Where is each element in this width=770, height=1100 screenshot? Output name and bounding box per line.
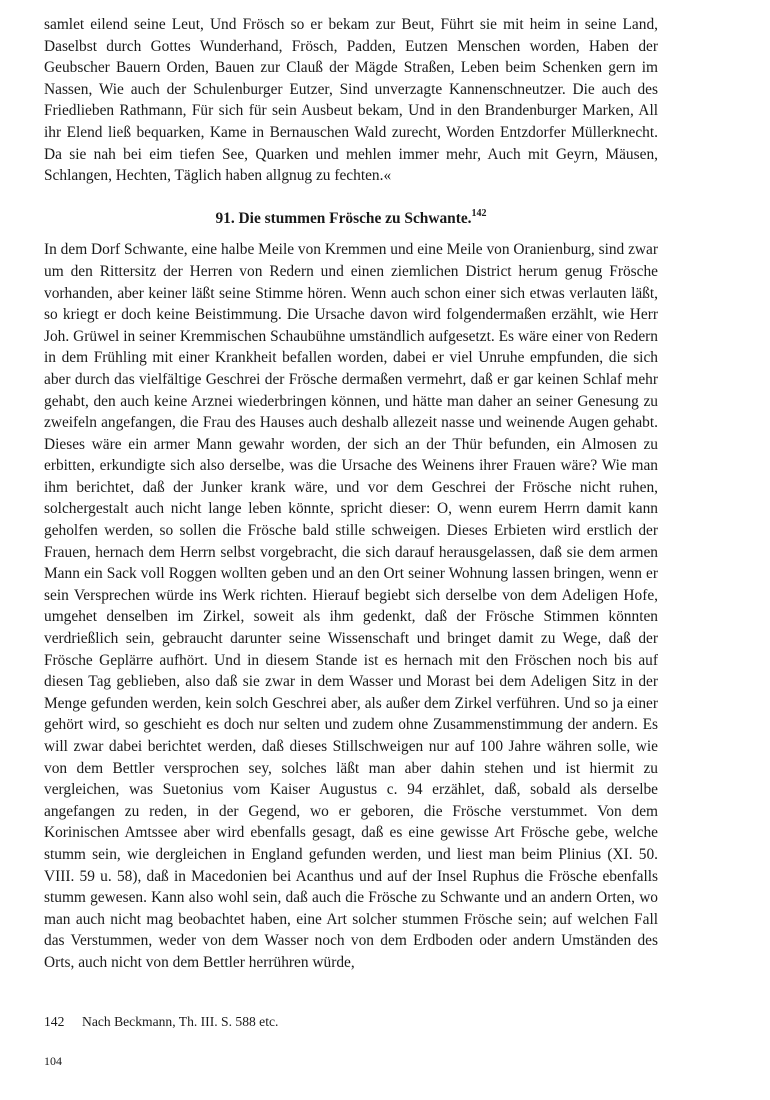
section-title: 91. Die stummen Frösche zu Schwante. (215, 209, 472, 227)
page-number: 104 (44, 1054, 62, 1068)
continuation-paragraph: samlet eilend seine Leut, Und Frösch so er bekam zur Beut, Führt sie mit heim in seine Land, Daselbst durch Gottes Wunderhand, Frösch, Padden, Eutzen Menschen worden, Haben der Geubscher Bauern Orden, Bauen zur Clauß der Mägde Straßen, Leben beim Schenken gern im Nassen, Wie auch der Schulenburger Eutzer, Sind unverzagte Kannenschneutzer. Die auch des Friedlieben Rathmann, Für sich für sein Ausbeut bekam, Und in den Brandenburger Marken, All ihr Elend ließ bequarken, Kame in Bernauschen Wald zurecht, Worden Entzdorfer Müllerknecht. Da sie nah bei eim tiefen See, Quarken und mehlen immer mehr, Auch mit Geyrn, Mäusen, Schlangen, Hechten, Täglich haben allgnug zu fechten.« (44, 16, 658, 185)
footnote-reference[interactable]: 142 (471, 207, 487, 219)
footnote-text: Nach Beckmann, Th. III. S. 588 etc. (82, 1014, 279, 1029)
footnote-number: 142 (44, 1014, 65, 1029)
body-paragraph: In dem Dorf Schwante, eine halbe Meile von Kremmen und eine Meile von Oranienburg, sind zwar um den Rittersitz der Herren von Redern und einen ziemlichen District herum genug Frösche vorhanden, aber keiner läßt seine Stimme hören. Wenn auch schon einer sich etwas verlauten läßt, so kriegt er doch keine Beistimmung. Die Ursache davon wird folgendermaßen erzählt, wie Herr Joh. Grüwel in seiner Kremmischen Schaubühne umständlich aufgesetzt. Es wäre einer von Redern in dem Frühling mit einer Krankheit befallen worden, dabei er viel Unruhe empfunden, die sich aber durch das vielfältige Geschrei der Frösche dermaßen vermehrt, daß er gar keinen Schlaf mehr gehabt, den auch keine Arznei wiederbringen können, und hätte man daher an seiner Genesung zu zweifeln angefangen, die Frau des Hauses auch deshalb allezeit nasse und weinende Augen gehabt. Dieses wäre ein armer Mann gewahr worden, der sich an der Thür befunden, ein Almosen zu erbitten, erkundigte sich also derselbe, was die Ursache des Weinens ihrer Frauen wäre? Wie man ihm berichtet, daß der Junker krank wäre, und vor dem Geschrei der Frösche nicht ruhen, solchergestalt auch nicht lange leben könnte, spricht dieser: O, wenn eurem Herrn damit kann geholfen werden, so sollen die Frösche bald stille schweigen. Dieses Erbieten wird erstlich der Frauen, hernach dem Herrn selbst vorgebracht, die sich darauf herausgelassen, daß sie dem armen Mann ein Sack voll Roggen wollten geben und an den Ort seiner Wohnung lassen bringen, wenn er sein Versprechen würde ins Werk richten. Hierauf begiebt sich derselbe von dem Adeligen Hofe, umgehet denselben im Zirkel, soweit als ihm gedenkt, daß der Frösche Stimmen könnten verdrießlich sein, gebraucht darunter seine Wissenschaft und bringet damit zu Wege, daß der Frösche Geplärre aufhört. Und in diesem Stande ist es hernach mit den Fröschen noch bis auf diesen Tag geblieben, also daß sie zwar in dem Wasser und Morast bei dem Adeligen Sitz in der Menge gefunden werden, kein solch Geschrei aber, als außer dem Zirkel verführen. Und so ja einer gehört wird, so geschieht es doch nur selten und zudem ohne Zusammenstimmung der andern. Es will zwar dabei berichtet werden, daß dieses Stillschweigen nur auf 100 Jahre währen solle, wie von dem Bettler versprochen sey, solches läßt man aber dahin stehen und ist hiermit zu vergleichen, was Suetonius vom Kaiser Augustus c. 94 erzählet, daß, sobald als derselbe angefangen zu reden, in der Gegend, wo er geboren, die Frösche verstummet. Von dem Korinischen Amtssee aber wird ebenfalls gesagt, daß es eine gewisse Art Frösche gebe, welche stumm sein, wie dergleichen in England gefunden werden, und liest man beim Plinius (XI. 50. VIII. 59 u. 58), daß in Macedonien bei Acanthus und auf der Insel Ruphus die Frösche ebenfalls stumm gewesen. Kann also wohl sein, daß auch die Frösche zu Schwante und an andern Orten, wo man auch nicht mag beobachtet haben, eine Art solcher stummen Frösche sein; auf welchen Fall das Verstummen, weder von dem Wasser noch von dem Erdboden oder andern Umständen des Orts, auch nicht von dem Bettler herrühren würde, (44, 241, 658, 971)
page-content (44, 14, 658, 974)
section-heading (44, 208, 658, 230)
footnote (44, 1013, 278, 1031)
